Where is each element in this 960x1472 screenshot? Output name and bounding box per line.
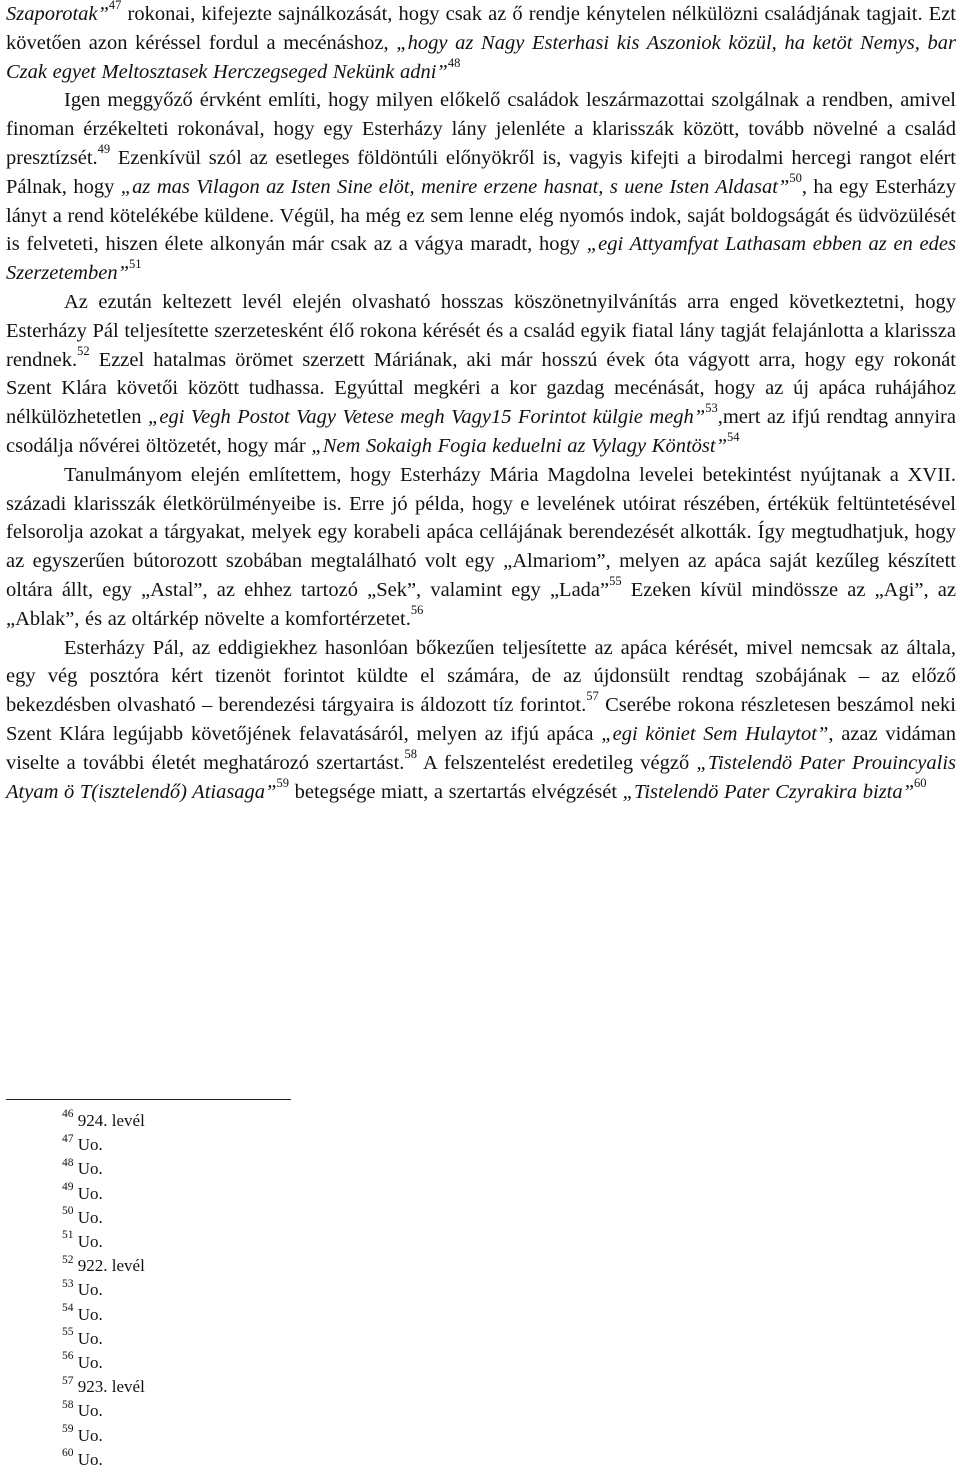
text-run: Ezeken kívül mindössze az „Agi”, az „Ablak”, és az oltárkép növelte a komfortérzetet. bbox=[6, 578, 956, 630]
text-run: Az ezután keltezett levél elején olvasható hosszas köszönetnyilvánítás arra enged következtetni, hogy Esterházy Pál teljesítette szerzetesként élő rokona kérését és a család egyik fiatal lány tagját felajánlotta a klarissza rendnek. bbox=[6, 290, 956, 371]
text-run: ,mert az ifjú rendtag annyira csodálja nővérei öltözetét, hogy már bbox=[6, 406, 956, 457]
paragraph bbox=[6, 461, 956, 634]
footnote-number: 48 bbox=[62, 1156, 74, 1169]
text-run: Ezzel hatalmas örömet szerzett Máriának, aki már hosszú évek óta vágyott arra, hogy egy rokonát Szent Klára követői között tudhassa. Egyúttal megkéri a kor gazdag mecénását, hogy az új apáca ruhájához nélkülözhetetlen bbox=[6, 348, 956, 429]
footnote bbox=[62, 1351, 145, 1375]
paragraph bbox=[6, 288, 956, 461]
footnote-text: Uo. bbox=[77, 1401, 103, 1421]
footnote-text: Uo. bbox=[77, 1183, 103, 1203]
footnote-text: Uo. bbox=[77, 1232, 103, 1252]
footnote bbox=[62, 1182, 145, 1206]
footnote-number: 57 bbox=[62, 1374, 74, 1387]
footnote-ref: 58 bbox=[404, 746, 417, 761]
footnote bbox=[62, 1448, 145, 1472]
footnote bbox=[62, 1327, 145, 1351]
footnote-text: Uo. bbox=[77, 1353, 103, 1373]
text-run: A felszentelést eredetileg végző bbox=[416, 751, 697, 774]
footnote-number: 60 bbox=[62, 1447, 74, 1460]
footnote-number: 50 bbox=[62, 1205, 74, 1218]
footnote-ref: 49 bbox=[97, 142, 111, 157]
text-run: Esterházy Pál, az eddigiekhez hasonlóan bőkezűen teljesítette az apáca kérését, mivel nemcsak az általa, egy vég posztóra kért tizenöt forintot küldte el számára, de az újdonsült rendtag szobájának – az előző bekezdésben olvasható – berendezési tárgyaira is áldozott tíz forintot. bbox=[6, 636, 956, 717]
footnote-ref: 48 bbox=[447, 55, 461, 70]
footnote bbox=[62, 1230, 145, 1254]
footnote-ref: 57 bbox=[586, 689, 599, 704]
footnote-ref: 59 bbox=[276, 775, 289, 790]
footnote bbox=[62, 1254, 145, 1278]
quoted-text: „az mas Vilagon az Isten Sine elöt, menire erzene hasnat, s uene Isten Aldasat” bbox=[120, 175, 790, 198]
footnote bbox=[62, 1278, 145, 1302]
footnote-text: 922. levél bbox=[77, 1256, 145, 1276]
quoted-text: „egi Attyamfyat Lathasam ebben az en edes Szerzetemben” bbox=[6, 233, 956, 285]
text-run: Ezenkívül szól az esetleges földöntúli előnyökről is, vagyis kifejti a birodalmi hercegi rangot elért Pálnak, hogy bbox=[6, 146, 956, 198]
text-run: Tanulmányom elején említettem, hogy Esterházy Mária Magdolna levelei betekintést nyújtanak a XVII. századi klarisszák életkörülményeibe is. Erre jó példa, hogy e levelének utóirat részében, értékük feltüntetésével felsorolja azokat a tárgyakat, melyek egy korabeli apáca cellájának berendezését alkották. Így megtudhatjuk, hogy az egyszerűen bútorozott szobában megtalálható volt egy „Almariom”, melyen az apáca saját kezűleg készített oltára állt, egy „Astal”, az ehhez tartozó „Sek”, valamint egy „Lada” bbox=[6, 463, 956, 601]
paragraph bbox=[6, 86, 956, 288]
footnote-ref: 53 bbox=[705, 401, 718, 416]
paragraph bbox=[6, 0, 956, 86]
quoted-text: „hogy az Nagy Esterhasi kis Aszoniok közül, ha ketöt Nemys, bar Czak egyet Meltosztasek Herczegseged Nekünk adni” bbox=[6, 31, 957, 83]
text-run: , azaz vidáman viselte a további életét meghatározó szertartást. bbox=[6, 722, 956, 774]
text-run: Igen meggyőző érvként említi, hogy milyen előkelő családok leszármazottai szolgálnak a rendben, amivel finoman érzékelteti rokonával, hogy egy Esterházy lány jelenléte a klarisszák között, tovább növelné a család presztízsét. bbox=[6, 89, 956, 169]
footnote-number: 56 bbox=[62, 1350, 74, 1363]
footnote-number: 46 bbox=[62, 1108, 74, 1121]
footnote-number: 59 bbox=[62, 1422, 74, 1435]
footnotes bbox=[62, 1109, 145, 1472]
footnote-text: Uo. bbox=[77, 1280, 103, 1300]
footnote-number: 54 bbox=[62, 1301, 74, 1314]
footnote-text: Uo. bbox=[77, 1425, 103, 1445]
footnote bbox=[62, 1375, 145, 1399]
footnote-number: 53 bbox=[62, 1277, 74, 1290]
footnote-text: 923. levél bbox=[77, 1377, 145, 1397]
body-text bbox=[6, 0, 956, 806]
text-run: , ha egy Esterházy lányt a rend kötelékébe küldene. Végül, ha még ez sem lenne elég nyomós indok, saját boldogságát és üdvözülését is felveteti, hiszen élete alkonyán már csak az a vágya maradt, hogy bbox=[6, 175, 956, 256]
footnote-text: Uo. bbox=[77, 1449, 103, 1469]
footnote-number: 49 bbox=[62, 1180, 74, 1193]
quoted-text: „egi Vegh Postot Vagy Vetese megh Vagy15 Forintot külgie megh” bbox=[147, 406, 706, 429]
text-run: rokonai, kifejezte sajnálkozását, hogy csak az ő rendje kénytelen nélkülözni családjának tagjait. Ezt követően azon kéréssel fordul a mecénáshoz, bbox=[6, 3, 956, 54]
footnote-number: 52 bbox=[62, 1253, 74, 1266]
text-run: Cserébe rokona részletesen beszámol neki Szent Klára legújabb követőjének felavatásáról, melyen az ifjú apáca bbox=[6, 694, 956, 745]
quoted-text: „Nem Sokaigh Fogia keduelni az Vylagy Köntöst” bbox=[311, 434, 727, 457]
quoted-text: „egi köniet Sem Hulaytot” bbox=[601, 722, 829, 745]
footnote-separator bbox=[6, 1099, 291, 1100]
footnote bbox=[62, 1399, 145, 1423]
footnote-text: Uo. bbox=[77, 1304, 103, 1324]
quoted-text: Szaporotak” bbox=[6, 3, 109, 25]
footnote-number: 51 bbox=[62, 1229, 74, 1242]
footnote bbox=[62, 1133, 145, 1157]
footnote-ref: 54 bbox=[726, 430, 740, 445]
footnote bbox=[62, 1303, 145, 1327]
footnote-text: Uo. bbox=[77, 1207, 103, 1227]
footnote bbox=[62, 1206, 145, 1230]
quoted-text: „Tistelendö Pater Czyrakira bizta” bbox=[622, 780, 915, 803]
footnote-number: 55 bbox=[62, 1326, 74, 1339]
footnote-text: Uo. bbox=[77, 1135, 103, 1155]
footnote-text: 924. levél bbox=[77, 1111, 145, 1130]
footnote-ref: 51 bbox=[128, 257, 142, 272]
footnote-ref: 52 bbox=[77, 343, 90, 358]
paragraph bbox=[6, 634, 956, 807]
footnote-text: Uo. bbox=[77, 1159, 103, 1179]
text-run: betegsége miatt, a szertartás elvégzését bbox=[288, 780, 623, 803]
footnote-ref: 60 bbox=[914, 775, 927, 790]
footnote-ref: 50 bbox=[789, 170, 802, 185]
footnote-number: 47 bbox=[62, 1132, 74, 1145]
footnote-text: Uo. bbox=[77, 1328, 103, 1348]
footnote bbox=[62, 1109, 145, 1133]
footnote-ref: 56 bbox=[410, 602, 424, 617]
footnote-ref: 55 bbox=[609, 574, 622, 589]
footnote bbox=[62, 1424, 145, 1448]
quoted-text: „Tistelendö Pater Prouincyalis Atyam ö T(isztelendő) Atiasaga” bbox=[6, 751, 956, 803]
footnote-ref: 47 bbox=[108, 0, 122, 13]
footnote bbox=[62, 1157, 145, 1181]
footnote-number: 58 bbox=[62, 1398, 74, 1411]
